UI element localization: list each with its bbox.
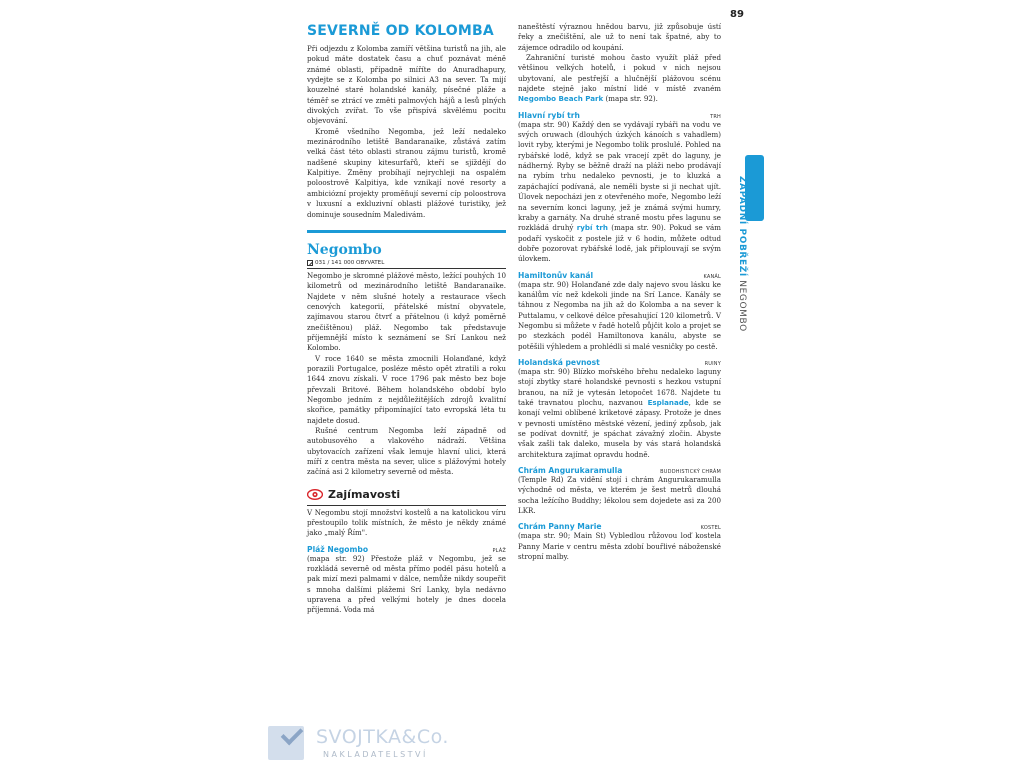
divider	[307, 505, 506, 506]
highlight-place: Esplanade	[647, 398, 689, 407]
text-run: , kde se konají velmi oblíbené kriketové zápasy. Protože je dnes v pevnosti umístěno městské vězení, jediný způsob, jak se podívat dovnitř, je spáchat závažný zločin. Abyste však zašli tak daleko, musela by vás stará holandská architektura zajímat opravdu hodně.	[518, 398, 721, 459]
entry-name: Hlavní rybí trh	[518, 110, 580, 120]
entry-name: Holandská pevnost	[518, 357, 600, 367]
entry-text: (mapa str. 90) Holanďané zde daly najevo svou lásku ke kanálům víc než kdekoli jinde na Srí Lance. Kanály se táhnou z Negomba na jih až do Kolomba a na sever k Puttalamu, v celkové délce přesahující 120 kilometrů. V Negombu si můžete v řadě hotelů půjčit kolo a projet se po stezkách podél Hamiltonova kanálu, abyste se potěšili výhledem a prohlédli si malé vesničky po cestě.	[518, 279, 721, 351]
entry-name: Chrám Angurukaramulla	[518, 466, 623, 476]
population-text: 031 / 141 000 OBYVATEL	[315, 259, 385, 266]
entry-category: BUDDHISTICKÝ CHRÁM	[660, 469, 721, 476]
text-run: (mapa str. 92).	[603, 94, 658, 104]
section-title: NEGOMBO	[737, 280, 747, 332]
entry-text	[518, 367, 721, 460]
entry-category: RUINY	[704, 360, 721, 367]
text-run: (mapa str. 90). Pokud se vám podaří vyskočit z postele již v 6 hodin, můžete odtud dobře pozorovat rybářské lodě, jak připlouvají se svým úlovkem.	[518, 223, 721, 264]
entry-header	[307, 545, 506, 554]
population-line	[307, 260, 506, 266]
section-heading: SEVERNĚ OD KOLOMBA	[307, 23, 494, 39]
city-heading: Negombo	[307, 241, 382, 258]
entry-text: (mapa str. 92) Přestože pláž v Negombu, jež se rozkládá severně od města přímo podél pásu hotelů a pak mizí mezi palmami v dálce, nemůže nikdy soupeřit s mnoha dalšími plážemi Srí Lanky, byla nedávno upravena a před velkými hotely je dnes docela příjemná. Voda má	[307, 553, 506, 615]
entry-header	[518, 358, 721, 367]
entry-header	[518, 466, 721, 475]
divider	[307, 268, 506, 269]
publisher-watermark	[268, 722, 468, 766]
entry-header	[518, 271, 721, 280]
eye-icon	[307, 489, 323, 500]
watermark-subtitle: NAKLADATELSTVÍ	[323, 750, 428, 759]
entry-text: (Temple Rd) Za vidění stojí i chrám Angurukaramulla východně od města, ve kterém je šest metrů dlouhá socha ležícího Buddhy; lékolou sem dojedete asi za 200 LKR.	[518, 475, 721, 516]
sights-title: Zajímavosti	[328, 487, 401, 501]
sights-heading	[307, 488, 506, 501]
highlight-place: Negombo Beach Park	[518, 94, 604, 104]
left-column	[307, 22, 506, 616]
chapter-tab	[745, 155, 764, 221]
entry-text	[518, 120, 721, 265]
entry-category: PLÁŽ	[492, 547, 506, 554]
highlight-place: rybí trh	[576, 223, 608, 233]
entry-header	[518, 111, 721, 120]
entry-category: KOSTEL	[700, 525, 721, 532]
entry-name: Pláž Negombo	[307, 544, 369, 554]
paragraph: naneštěstí výraznou hnědou barvu, již způsobuje ústí řeky a znečištění, ale už to není tak špatné, aby to zájemce odradilo od koupání.	[518, 22, 721, 52]
paragraph: V Negombu stojí množství kostelů a na katolickou víru přestoupilo tolik místních, že město je někdy známé jako „malý Řím".	[307, 507, 506, 538]
paragraph	[518, 53, 721, 105]
chapter-title: ZÁPADNÍ POBŘEŽÍ	[737, 176, 747, 277]
page-number: 89	[730, 9, 744, 20]
entry-header	[518, 522, 721, 531]
entry-text: (mapa str. 90; Main St) Vybledlou růžovou loď kostela Panny Marie v centru města zdobí bouřlivé náboženské stropní malby.	[518, 531, 721, 562]
text-run: (mapa str. 90) Každý den se vydávají rybáři na vodu ve svých oruwach (dlouhých úzkých kánoích s vahadlem) lovit ryby, kterými je Negombo tolik proslulé. Pohled na rybářské lodě, když se pak vracejí zpět do laguny, je nádherný. Ryby se běžně draží na pláži nebo prodávají na rybím trhu nedaleko pevnosti, je to kluzká a zapáchající podívaná, ale neměli byste si ji nechat ujít. Úlovek nepocházi jen z otevřeného moře, Negombo leží na severním konci laguny, jež je známá svými humry, kraby a garnáty. Na druhé straně mostu přes lagunu se rozkládá druhý	[518, 119, 721, 233]
paragraph: Negombo je skromné plážové město, ležící pouhých 10 kilometrů od mezinárodního letiště Bandaranaike. Najdete v něm slušné hotely a restaurace všech cenových kategorií, přátelské místní obyvatele, zajímavou starou čtvrť a přátelnou (i když poměrně znečištěnou) pláž. Negombo tak představuje příjemnější místo k seznámení se Srí Lankou než Kolombo.	[307, 270, 506, 353]
paragraph: V roce 1640 se města zmocnili Holanďané, když porazili Portugalce, posléze město opět ztratili a roku 1644 znovu získali. V roce 1796 pak město bez boje převzali Britové. Během holandského období bylo Negombo jedním z nejdůležitějších zdrojů kvalitní skořice, památky připomínající tato evropská léta tu najdete dosud.	[307, 353, 506, 425]
entry-name: Chrám Panny Marie	[518, 522, 602, 532]
entry-category: TRH	[710, 113, 721, 120]
text-run: (mapa str. 90) Blízko mořského břehu nedaleko laguny stojí zbytky staré holandské pevnosti s hezkou vstupní branou, na níž je vytesán letopočet 1678. Najdete tu také travnatou plochu, nazvanou	[518, 366, 721, 407]
phone-code-icon	[307, 260, 313, 266]
entry-category: KANÁL	[703, 273, 721, 280]
entry-name: Hamiltonův kanál	[518, 270, 594, 280]
watermark-name: SVOJTKA&Co.	[316, 726, 449, 748]
paragraph: Při odjezdu z Kolomba zamíří většina turistů na jih, ale pokud máte dostatek času a chuť poznávat méně známé oblasti, případně míříte do Anuradhapury, vydejte se z Kolomba po silnici A3 na sever. Ta mijí kouzelné staré holandské kanály, písečné pláže a téměř se ztrácí ve změti palmových hájů a lesů plných divokých zvířat. To vše přispívá skvělému pocitu objevování.	[307, 44, 506, 126]
text-run: Zahraniční turisté mohou často využít pláž před většinou velkých hotelů, i pokud v nich nejsou ubytovaní, ale pestřejší a hlučnější plážovou scénu najdete stejně jako místní lidé v místě zvaném	[518, 53, 721, 94]
paragraph: Rušné centrum Negomba leží západně od autobusového a vlakového nádraží. Většina ubytovacích zařízení však lemuje hlavní ulici, která míří z centra města na sever, ulice s plážovými hotely začíná asi 2 kilometry severně od města.	[307, 426, 506, 477]
divider	[307, 230, 506, 233]
right-column	[518, 22, 721, 562]
paragraph: Kromě všedního Negomba, jež leží nedaleko mezinárodního letiště Bandaranaike, zůstává zatím velká část této oblasti stranou zájmu turistů, kromě nadšené skupiny kitesurfařů, kteří se sjíždějí do Kalpitiye. Změny probíhají nejrychleji na ospalém poloostrově Kalpitiya, kde vznikají nové resorty a ambiciózní projekty proměňují severní cíp poloostrova v luxusní a exkluzivní oblasti plážové turistiky, jež dominuje sousedním Maledivám.	[307, 126, 506, 219]
chapter-side-label	[735, 176, 747, 356]
